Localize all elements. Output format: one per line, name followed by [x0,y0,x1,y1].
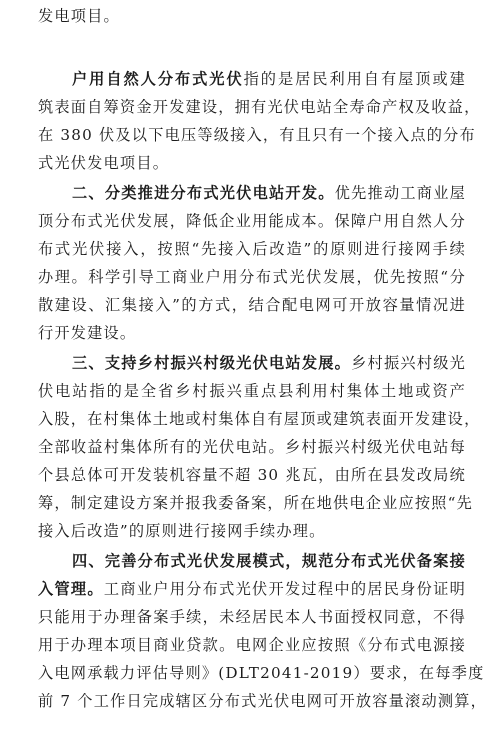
section-heading-line [72,352,466,374]
section-heading-continued: 入管理。 [38,580,104,598]
section-heading: 四、完善分布式光伏发展模式，规范分布式光伏备案接 [72,552,466,570]
text-line [38,690,487,712]
text-span: 式光伏发电项目。 [38,154,170,172]
text-line [38,634,466,656]
text-span: 全部收益村集体所有的光伏电站。乡村振兴村级光伏电站每 [38,438,466,456]
text-span: 发电项目。 [38,7,120,25]
text-line [38,606,466,628]
text-span: 用于办理本项目商业贷款。电网企业应按照《分布式电源接 [38,636,466,654]
text-line [38,492,474,514]
text-span: 个县总体可开发装机容量不超 30 兆瓦，由所在县发改局统 [38,466,466,484]
text-line [38,294,466,316]
text-line [38,662,485,684]
text-span: 筹，制定建设方案并报我委备案，所在地供电企业应按照“先 [38,494,474,512]
section-heading: 二、分类推进分布式光伏电站开发。 [72,184,335,202]
text-span: 乡村振兴村级光 [351,354,467,372]
text-line [38,464,466,486]
text-line [38,124,476,146]
text-span: 工商业户用分布式光伏开发过程中的居民身份证明 [103,580,466,598]
text-line [38,380,466,402]
section-heading-line [72,550,466,572]
text-line [38,520,466,542]
text-line [38,5,466,27]
section-heading-line [72,182,466,204]
text-span: 顶分布式光伏发展，降低企业用能成本。保障户用自然人分 [38,212,466,230]
text-span: 指的是居民利用自有屋顶或建 [243,70,466,88]
text-span: 伏电站指的是全省乡村振兴重点县利用村集体土地或资产 [38,382,466,400]
text-span: 筑表面自筹资金开发建设，拥有光伏电站全寿命产权及收益， [38,98,481,116]
text-span: 接入后改造”的原则进行接网手续办理。 [38,522,326,540]
text-span: 办理。科学引导工商业户用分布式光伏发展，优先按照“分 [38,268,466,286]
text-line [38,210,466,232]
text-span: 入电网承载力评估导则》(DLT2041-2019）要求，在每季度 [38,664,485,682]
text-span: 在 380 伏及以下电压等级接入，有且只有一个接入点的分布 [38,126,476,144]
text-line [38,322,466,344]
text-line [38,96,481,118]
bold-term: 户用自然人分布式光伏 [72,70,244,88]
text-span: 散建设、汇集接入”的方式，结合配电网可开放容量情况进 [38,296,466,314]
section-heading: 三、支持乡村振兴村级光伏电站发展。 [72,354,352,372]
text-span: 前 7 个工作日完成辖区分布式光伏电网可开放容量滚动测算， [38,692,487,710]
text-line [38,266,466,288]
text-line [38,436,466,458]
text-span: 布式光伏接入，按照“先接入后改造”的原则进行接网手续 [38,240,466,258]
text-line [38,152,466,174]
text-line [72,68,466,90]
text-span: 行开发建设。 [38,324,137,342]
text-span: 入股，在村集体土地或村集体自有屋顶或建筑表面开发建设， [38,410,481,428]
text-line [38,578,466,600]
text-line [38,408,481,430]
text-line [38,238,466,260]
text-span: 只能用于办理备案手续，未经居民本人书面授权同意，不得 [38,608,466,626]
text-span: 优先推动工商业屋 [334,184,466,202]
